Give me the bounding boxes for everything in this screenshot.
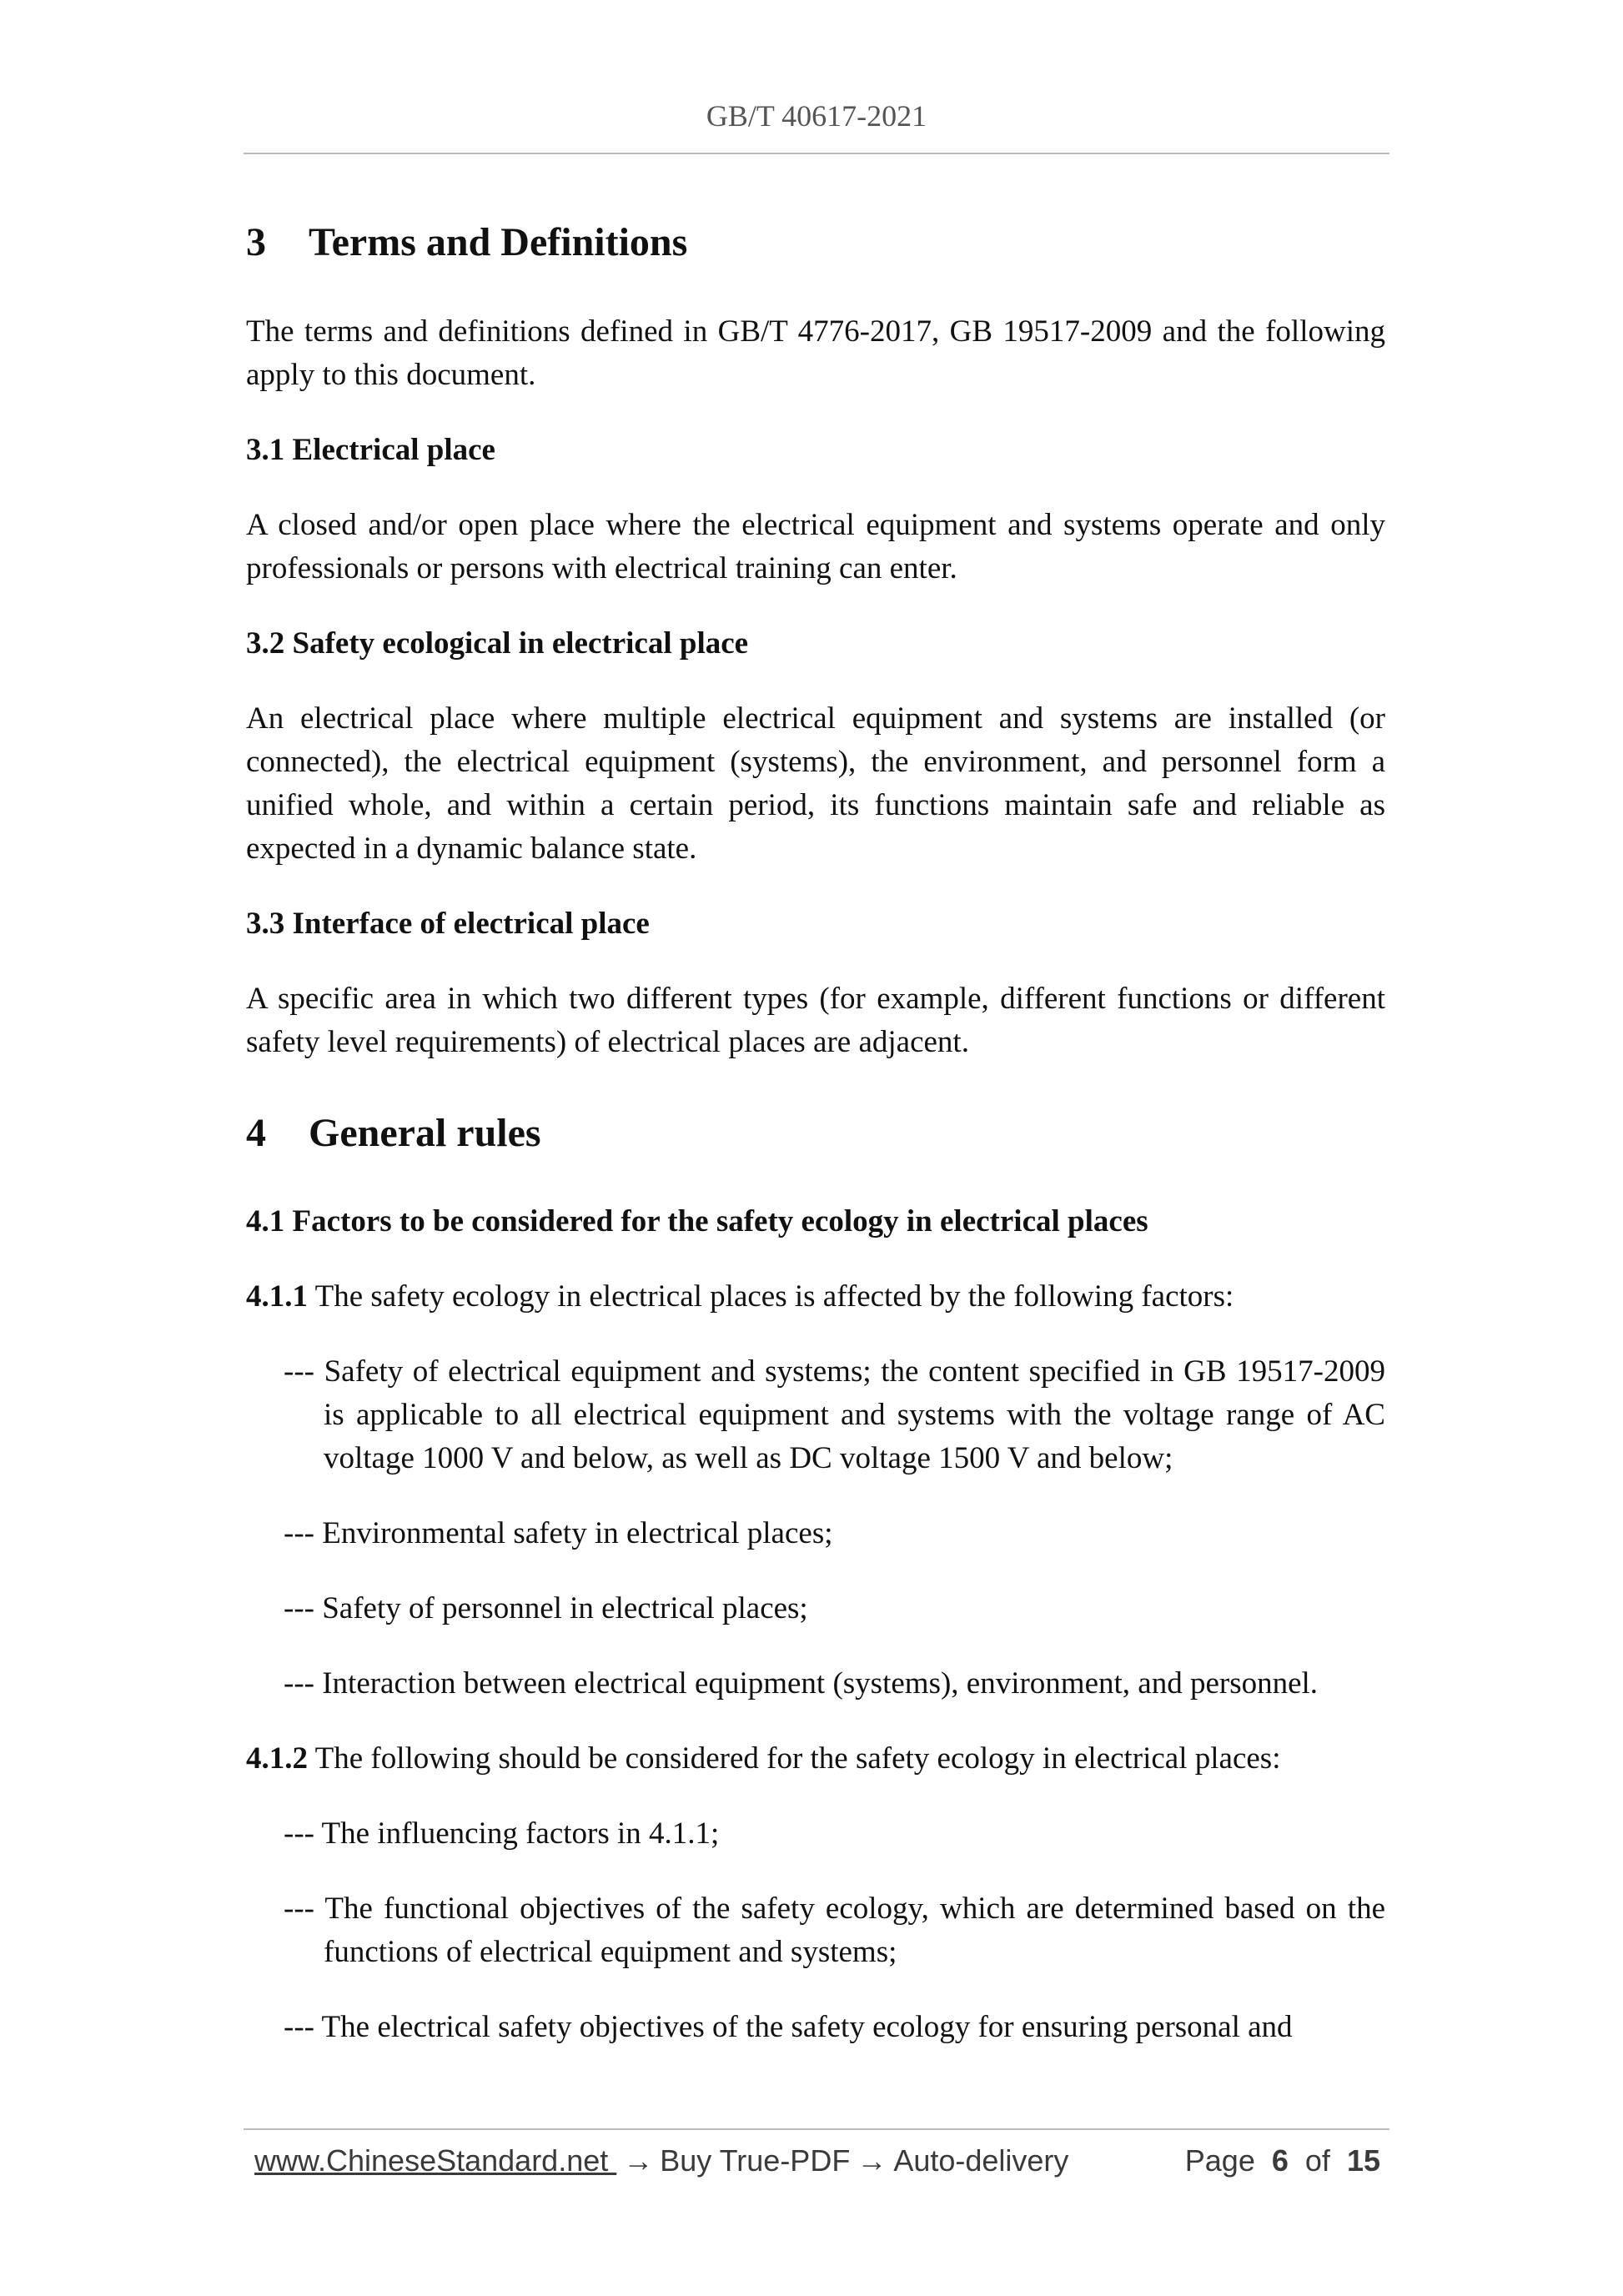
buy-text: Buy True-PDF xyxy=(660,2143,851,2178)
list-item: --- Interaction between electrical equipment (systems), environment, and personnel. xyxy=(284,1666,1319,1701)
page-indicator xyxy=(1185,2143,1380,2178)
subsection-heading: 4.1 Factors to be considered for the safety ecology in electrical places xyxy=(246,1204,1148,1239)
term-heading: 3.3 Interface of electrical place xyxy=(246,906,650,941)
section-3-intro: The terms and definitions defined in GB/T 4776-2017, GB 19517-2009 and the following apply to this document. xyxy=(246,314,1385,392)
page-number: 6 xyxy=(1271,2143,1289,2178)
arrow-right-icon: → xyxy=(857,2143,887,2178)
arrow-right-icon: → xyxy=(623,2143,654,2178)
term-definition: An electrical place where multiple electrical equipment and systems are installed (or connected), the electrical equipment (systems), the environment, and personnel form a unified whole, and within a certain period, its functions maintain safe and reliable as expected in a dynamic balance state. xyxy=(246,701,1385,866)
list-item: --- The influencing factors in 4.1.1; xyxy=(284,1816,720,1851)
section-title-text: Terms and Definitions xyxy=(309,220,688,264)
clause-number: 4.1.1 xyxy=(246,1279,308,1314)
clause-text: The following should be considered for the safety ecology in electrical places: xyxy=(314,1741,1281,1776)
footer-promo xyxy=(254,2143,1068,2178)
list-item: --- The functional objectives of the safety ecology, which are determined based on the functions of electrical equipment and systems; xyxy=(284,1892,1385,1970)
list-item: --- The electrical safety objectives of the safety ecology for ensuring personal and xyxy=(284,2010,1293,2045)
clause-number: 4.1.2 xyxy=(246,1741,308,1776)
page-footer xyxy=(254,2143,1380,2178)
page-label: Page xyxy=(1184,2143,1255,2178)
clause-4-1-2 xyxy=(246,1737,1385,1781)
term-definition: A closed and/or open place where the electrical equipment and systems operate and only professionals or persons with electrical training can enter. xyxy=(246,507,1385,585)
website-link[interactable]: www.ChineseStandard.net xyxy=(254,2143,617,2178)
list-item: --- Safety of electrical equipment and systems; the content specified in GB 19517-2009 is applicable to all electrical equipment and systems with the voltage range of AC voltage 1000 V and below, as well as DC voltage 1500 V and below; xyxy=(284,1354,1385,1476)
footer-divider xyxy=(244,2128,1389,2130)
list-item: --- Environmental safety in electrical places; xyxy=(284,1516,833,1551)
clause-text: The safety ecology in electrical places is affected by the following factors: xyxy=(314,1279,1234,1314)
document-body xyxy=(246,219,1385,2049)
list-item: --- Safety of personnel in electrical places; xyxy=(284,1591,808,1626)
of-label: of xyxy=(1304,2143,1330,2178)
clause-4-1-1 xyxy=(246,1275,1385,1319)
term-heading: 3.2 Safety ecological in electrical place xyxy=(246,625,749,661)
section-4-title xyxy=(246,1109,1385,1158)
section-title-text: General rules xyxy=(309,1110,541,1155)
header-divider xyxy=(244,153,1389,154)
delivery-text: Auto-delivery xyxy=(893,2143,1069,2178)
page-header: GB/T 40617-2021 xyxy=(706,99,927,133)
section-number: 4 xyxy=(246,1110,266,1155)
section-number: 3 xyxy=(246,220,266,264)
section-3-title xyxy=(246,219,1385,267)
term-definition: A specific area in which two different types (for example, different functions or different safety level requirements) of electrical places are adjacent. xyxy=(246,981,1385,1059)
total-pages: 15 xyxy=(1346,2143,1380,2178)
term-heading: 3.1 Electrical place xyxy=(246,432,495,467)
